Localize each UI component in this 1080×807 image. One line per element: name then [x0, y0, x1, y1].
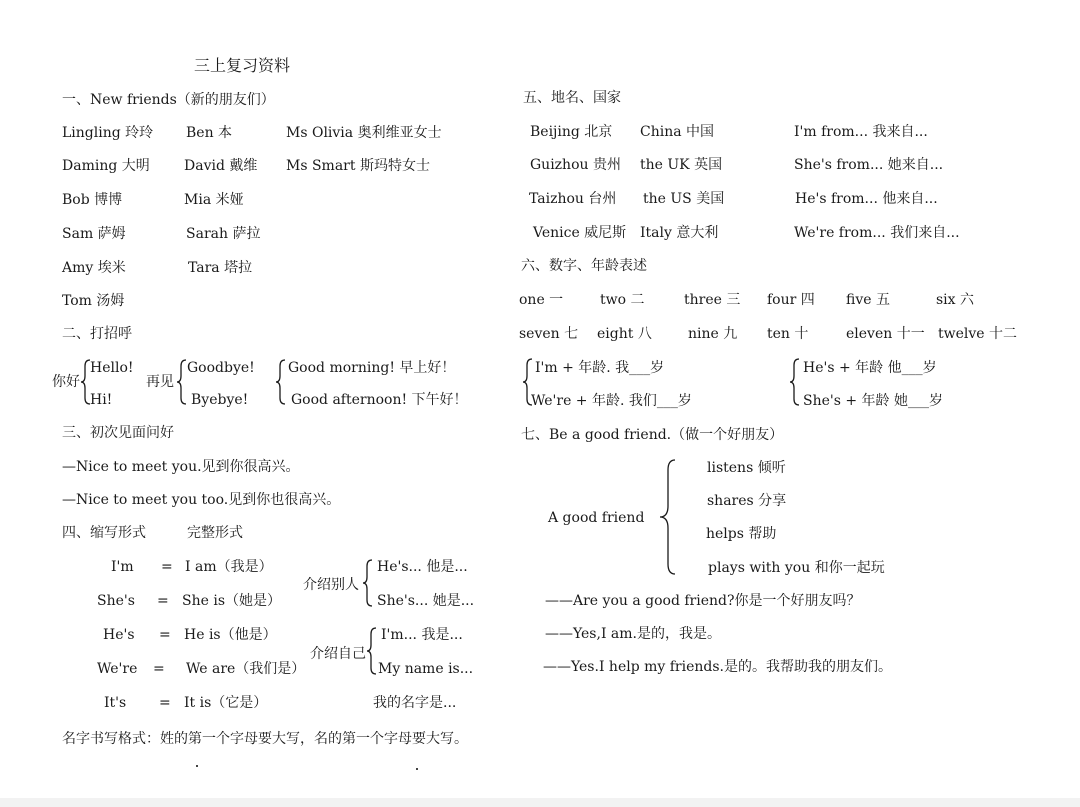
name-item: Tom 汤姆 — [62, 293, 125, 309]
number-item: four 四 — [767, 292, 815, 308]
shes-text: She's... 她是... — [377, 593, 475, 609]
equals-sign: = — [161, 559, 173, 575]
from-phrase: She's from... 她来自... — [794, 157, 944, 173]
number-item: six 六 — [936, 292, 975, 308]
contraction-full: She is（她是） — [182, 593, 282, 609]
name-item: Lingling 玲玲 — [62, 125, 154, 141]
number-item: five 五 — [846, 292, 890, 308]
section-2-heading: 二、打招呼 — [62, 326, 132, 342]
name-item: Ms Smart 斯玛特女士 — [286, 158, 430, 174]
scan-edge — [0, 798, 1080, 807]
name-item: Bob 博博 — [62, 192, 123, 208]
number-item: three 三 — [684, 292, 741, 308]
contraction-full: He is（他是） — [184, 627, 277, 643]
intro-others-label: 介绍别人 — [303, 577, 359, 593]
good-friend-label: A good friend — [548, 510, 645, 526]
age-phrase: He's + 年龄 他___岁 — [803, 360, 937, 376]
name-item: David 戴维 — [184, 158, 258, 174]
number-item: ten 十 — [767, 326, 809, 342]
friend-quality-item: plays with you 和你一起玩 — [708, 560, 885, 576]
age-phrase: She's + 年龄 她___岁 — [803, 393, 944, 409]
number-item: eight 八 — [597, 326, 652, 342]
brace — [366, 626, 378, 676]
place-item: Beijing 北京 — [530, 124, 613, 140]
place-item: Venice 威尼斯 — [533, 225, 627, 241]
equals-sign: = — [159, 695, 171, 711]
im-text: I'm... 我是... — [381, 627, 463, 643]
place-item: Taizhou 台州 — [529, 191, 617, 207]
name-item: Ms Olivia 奥利维亚女士 — [286, 125, 442, 141]
friend-quality-item: listens 倾听 — [707, 460, 786, 476]
answer-line: ——Yes.I help my friends.是的。我帮助我的朋友们。 — [543, 659, 893, 675]
place-item: China 中国 — [640, 124, 715, 140]
full-form-heading: 完整形式 — [187, 525, 243, 541]
dialogue-line: —Nice to meet you too.见到你也很高兴。 — [62, 492, 341, 508]
section-1-heading: 一、New friends（新的朋友们） — [62, 92, 275, 108]
number-item: eleven 十一 — [846, 326, 925, 342]
name-item: Daming 大明 — [62, 158, 150, 174]
dialogue-line: —Nice to meet you.见到你很高兴。 — [62, 459, 300, 475]
contraction-full: I am（我是） — [185, 559, 273, 575]
my-name-text: My name is... — [378, 661, 474, 677]
name-item: Mia 米娅 — [184, 192, 244, 208]
contraction-short: I'm — [111, 559, 134, 575]
number-item: seven 七 — [519, 326, 579, 342]
name-format-note: 名字书写格式：姓的第一个字母要大写，名的第一个字母要大写。 — [62, 731, 468, 747]
page-title: 三上复习资料 — [194, 56, 291, 75]
contraction-full: We are（我们是） — [186, 661, 306, 677]
goodbye-text: Goodbye! — [187, 360, 255, 376]
age-phrase: We're + 年龄. 我们___岁 — [531, 393, 692, 409]
name-item: Sam 萨姆 — [62, 226, 126, 242]
equals-sign: = — [159, 627, 171, 643]
from-phrase: He's from... 他来自... — [795, 191, 938, 207]
from-phrase: We're from... 我们来自... — [794, 225, 960, 241]
equals-sign: = — [157, 593, 169, 609]
section-5-heading: 五、地名、国家 — [523, 90, 621, 106]
from-phrase: I'm from... 我来自... — [794, 124, 928, 140]
number-item: two 二 — [600, 292, 645, 308]
hi-text: Hi! — [90, 392, 113, 408]
number-item: twelve 十二 — [938, 326, 1018, 342]
my-name-cn-text: 我的名字是... — [373, 695, 457, 711]
contraction-short: It's — [104, 695, 127, 711]
friend-quality-item: shares 分享 — [707, 493, 787, 509]
intro-self-label: 介绍自己 — [310, 646, 366, 662]
contraction-full: It is（它是） — [184, 695, 268, 711]
contraction-short: She's — [97, 593, 135, 609]
number-item: one 一 — [519, 292, 564, 308]
contraction-short: We're — [97, 661, 138, 677]
name-item: Ben 本 — [186, 125, 233, 141]
friend-quality-item: helps 帮助 — [706, 526, 777, 542]
scan-speck — [196, 765, 198, 767]
hes-text: He's... 他是... — [377, 559, 468, 575]
equals-sign: = — [153, 661, 165, 677]
place-item: Italy 意大利 — [640, 225, 719, 241]
brace — [275, 358, 287, 406]
brace — [658, 458, 678, 576]
hello-text: Hello! — [90, 360, 134, 376]
section-4-heading: 四、缩写形式 — [62, 525, 146, 541]
name-item: Tara 塔拉 — [188, 260, 253, 276]
zaijian-label: 再见 — [146, 374, 174, 390]
good-afternoon-text: Good afternoon! 下午好！ — [291, 392, 468, 408]
place-item: Guizhou 贵州 — [530, 157, 621, 173]
contraction-short: He's — [103, 627, 135, 643]
place-item: the US 美国 — [643, 191, 725, 207]
name-item: Amy 埃米 — [62, 260, 126, 276]
byebye-text: Byebye! — [191, 392, 249, 408]
place-item: the UK 英国 — [640, 157, 723, 173]
good-morning-text: Good morning! 早上好！ — [288, 360, 456, 376]
nihao-label: 你好 — [52, 374, 80, 390]
section-7-heading: 七、Be a good friend.（做一个好朋友） — [521, 427, 784, 443]
brace — [362, 558, 374, 608]
name-item: Sarah 萨拉 — [186, 226, 261, 242]
section-6-heading: 六、数字、年龄表述 — [521, 258, 647, 274]
section-3-heading: 三、初次见面问好 — [62, 425, 174, 441]
answer-line: ——Yes,I am.是的，我是。 — [545, 626, 721, 642]
age-phrase: I'm + 年龄. 我___岁 — [535, 360, 665, 376]
question-line: ——Are you a good friend?你是一个好朋友吗？ — [545, 593, 861, 609]
scan-speck — [416, 768, 418, 770]
brace — [789, 357, 801, 407]
number-item: nine 九 — [688, 326, 738, 342]
